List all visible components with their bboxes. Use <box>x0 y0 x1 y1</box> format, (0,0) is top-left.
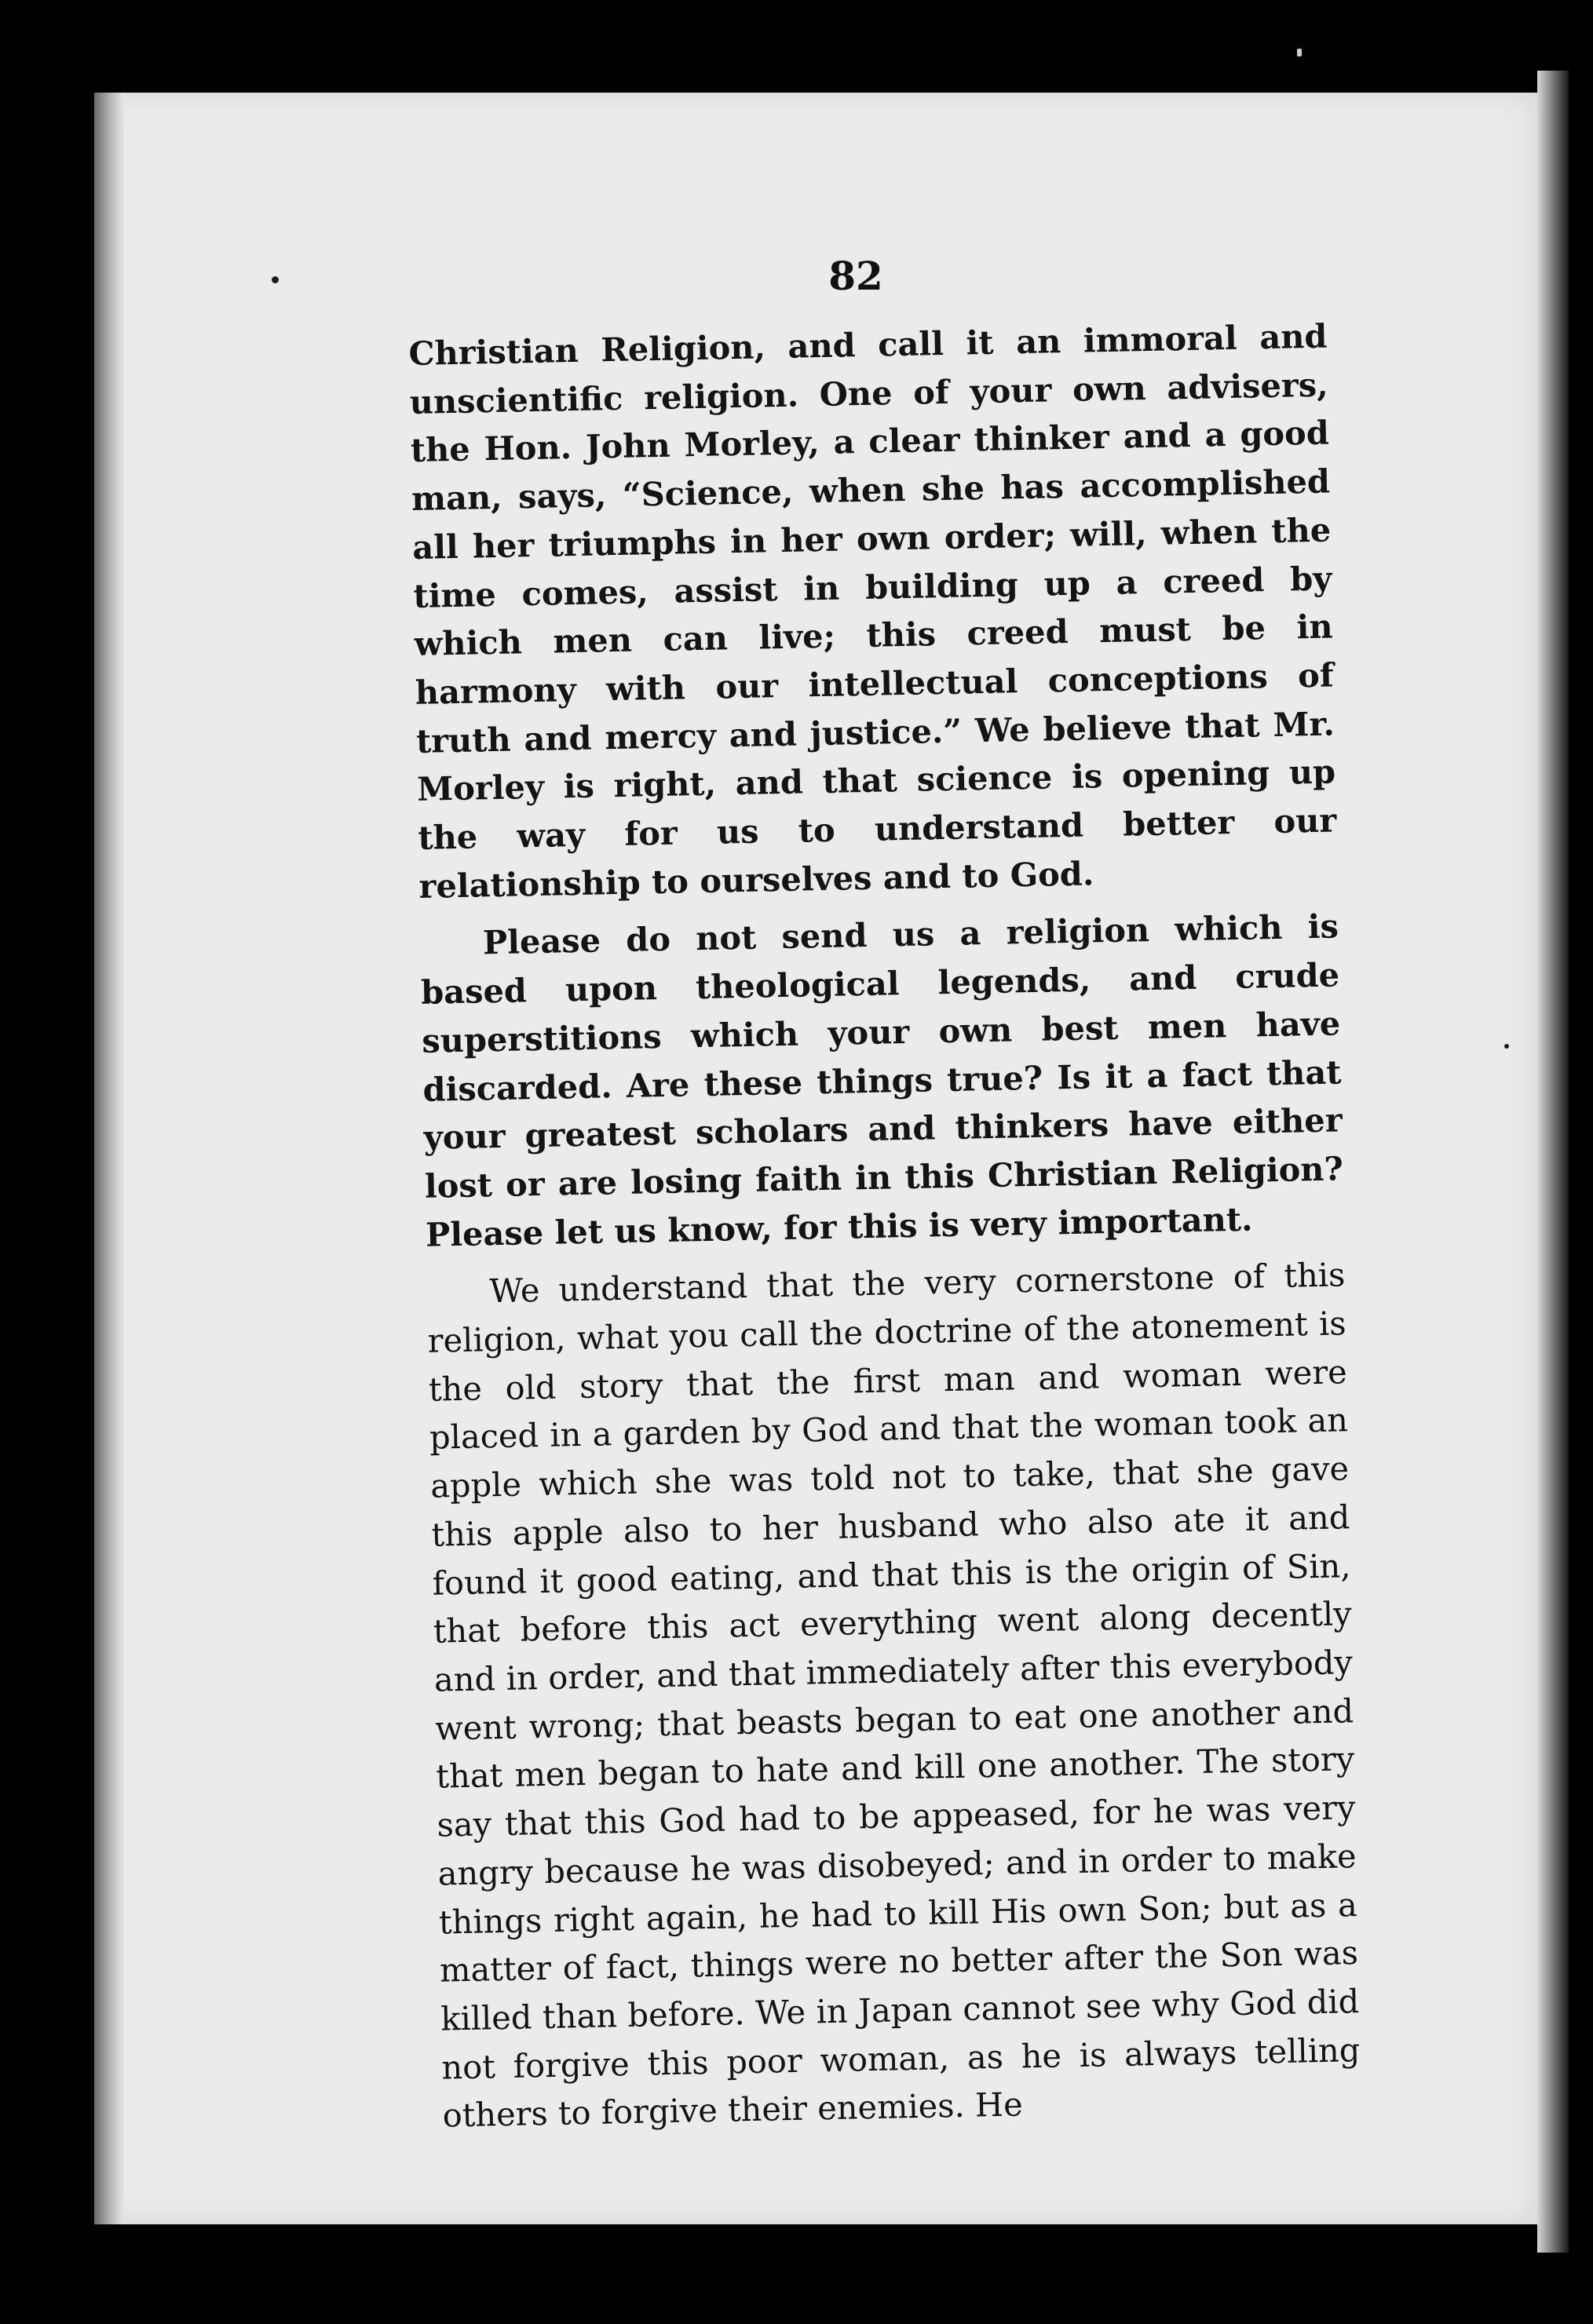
dust-speck <box>272 276 279 283</box>
dust-speck <box>1504 1044 1509 1049</box>
dust-speck <box>1297 49 1302 57</box>
paragraph: Christian Religion, and call it an immoral and unscientific religion. One of your own advisers, the Hon. John Morley, a clear thinker and a good man, says, “Science, when she has accomplished all her triumphs in her own order; will, when the time comes, assist in building up a creed by which men can live; this creed must be in harmony with our intellectual conceptions of truth and mercy and justice.” We believe that Mr. Morley is right, and that science is opening up the way for us to understand better our relationship to ourselves and to God. <box>408 316 1337 906</box>
paragraph: Please do not send us a religion which is based upon theological legends, and crude superstitions which your own best men have discarded. Are these things true? Is it a fact that your greatest scholars and thinkers have either lost or are losing faith in this Christian Religion? Please let us know, for this is very important. <box>420 907 1344 1254</box>
page-right-edge-binding <box>1537 71 1569 2253</box>
page-number: 82 <box>828 253 883 299</box>
body-text <box>408 312 1361 2140</box>
paragraph: We understand that the very cornerstone of this religion, what you call the doctrine of the atonement is the old story that the first man and woman were placed in a garden by God and that the woman took an apple which she was told not to take, that she gave this apple also to her husband who also ate it and found it good eating, and that this is the origin of Sin, that before this act everything went along decently and in order, and that immediately after this everybody went wrong; that beasts began to eat one another and that men began to hate and kill one another. The story say that this God had to be appeased, for he was very angry because he was disobeyed; and in order to make things right again, he had to kill His own Son; but as a matter of fact, things were no better after the Son was killed than before. We in Japan cannot see why God did not forgive this poor woman, as he is always telling others to forgive their enemies. He <box>427 1255 1361 2135</box>
page-left-edge-shadow <box>94 93 124 2224</box>
